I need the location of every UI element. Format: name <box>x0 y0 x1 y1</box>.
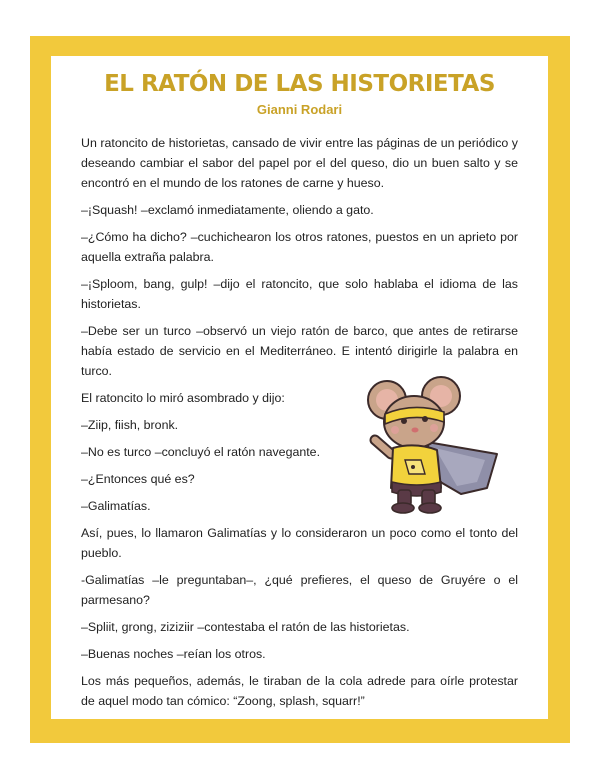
paragraph: –No es turco –concluyó el ratón navegante. <box>81 445 321 459</box>
paragraph: -Galimatías –le preguntaban–, ¿qué prefieres, el queso de Gruyére o el parmesano? <box>81 573 518 607</box>
superhero-mouse-icon <box>365 370 505 520</box>
paragraph: Los más pequeños, además, le tiraban de la cola adrede para oírle protestar de aquel modo tan cómico: “Zoong, splash, squarr!” <box>81 674 518 708</box>
paragraph: –¡Squash! –exclamó inmediatamente, oliendo a gato. <box>81 203 374 217</box>
document-author: Gianni Rodari <box>256 102 343 117</box>
paragraph: –Buenas noches –reían los otros. <box>81 647 266 661</box>
paragraph: –¿Cómo ha dicho? –cuchichearon los otros ratones, puestos en un aprieto por aquella extraña palabra. <box>81 230 518 264</box>
paragraph: Un ratoncito de historietas, cansado de vivir entre las páginas de un periódico y deseando cambiar el sabor del papel por el del queso, dio un buen salto y se encontró en el mundo de los ratones de carne y hueso. <box>81 136 518 190</box>
paragraph: –Spliit, grong, ziziziir –contestaba el ratón de las historietas. <box>81 620 410 634</box>
document-title: EL RATÓN DE LAS HISTORIETAS <box>104 71 495 97</box>
paragraph: –Debe ser un turco –observó un viejo ratón de barco, que antes de retirarse había estado de servicio en el Mediterráneo. E intentó dirigirle la palabra en turco. <box>81 324 518 378</box>
paragraph: El ratoncito lo miró asombrado y dijo: <box>81 391 285 405</box>
paragraph: –Galimatías. <box>81 499 151 513</box>
paragraph: Así, pues, lo llamaron Galimatías y lo consideraron un poco como el tonto del pueblo. <box>81 526 518 560</box>
paragraph: –¡Sploom, bang, gulp! –dijo el ratoncito, que solo hablaba el idioma de las historietas. <box>81 277 518 311</box>
paragraph: –¿Entonces qué es? <box>81 472 195 486</box>
paragraph: –Ziip, fiish, bronk. <box>81 418 179 432</box>
document-sheet <box>51 56 548 719</box>
